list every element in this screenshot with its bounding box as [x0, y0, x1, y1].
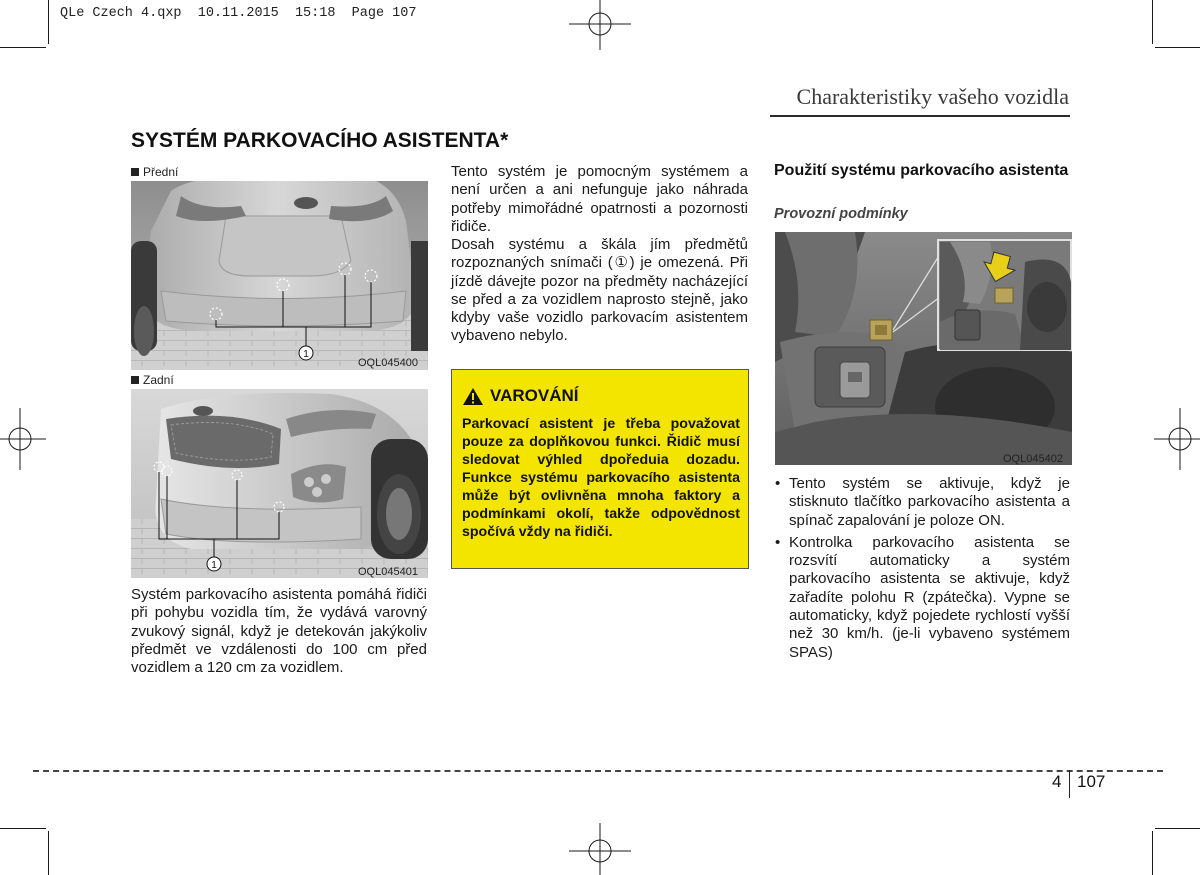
crop-mark: [0, 47, 46, 48]
warning-text: Parkovací asistent je třeba považovat pouze za doplňkovou funkci. Řidič musí sledovat výhled dpoředuia dozadu. Funkce systému parkovacího asistenta může být ovlivněna mnoha faktory a podmínkami okolí, takže odpovědnost spočívá vždy na řidiči.: [462, 416, 740, 540]
figure-label-rear: [131, 373, 174, 387]
conditions-list: [774, 475, 1070, 666]
footer-separator: [1069, 770, 1070, 798]
square-bullet-icon: [131, 168, 139, 176]
square-bullet-icon: [131, 376, 139, 384]
slug-file: QLe Czech 4.qxp: [60, 6, 182, 21]
warning-triangle-icon: [462, 387, 484, 406]
figure-label-rear-text: Zadní: [143, 373, 174, 387]
rear-callout-number: 1: [211, 560, 217, 571]
chapter-rule: [770, 115, 1070, 117]
figure-code-rear: OQL045401: [358, 566, 418, 578]
figure-rear-sensors: [131, 389, 428, 578]
front-callout-number: 1: [303, 349, 309, 360]
crop-mark: [48, 831, 49, 875]
slug-time: 15:18: [294, 6, 336, 21]
registration-mark-left: [0, 408, 46, 470]
footer-divider: [33, 770, 1163, 772]
list-item: • Tento systém se aktivuje, když je stisknuto tlačítko parkovacího asistenta a spínač zapalování je poloze ON.: [774, 475, 1070, 530]
crop-mark: [1152, 831, 1153, 875]
footer-chapter-number: 4: [1052, 772, 1062, 791]
figure-code-front: OQL045400: [358, 357, 418, 369]
registration-mark-right: [1154, 408, 1200, 470]
slug-page: Page 107: [351, 6, 417, 21]
section-title: SYSTÉM PARKOVACÍHO ASISTENTA*: [131, 129, 509, 152]
intro-paragraph: Systém parkovacího asistenta pomáhá řidiči při pohybu vozidla tím, že vydává varovný zvukový signál, když je detekován jakýkoliv předmět ve vzdálenosti do 100 cm před vozidlem a 120 cm za vozidlem.: [131, 586, 427, 677]
figure-console-button: [775, 232, 1072, 465]
crop-mark: [1155, 47, 1200, 48]
warning-title: VAROVÁNÍ: [490, 386, 579, 405]
registration-mark-bottom: [569, 823, 631, 875]
slug-date: 10.11.2015: [197, 6, 279, 21]
figure-label-front: [131, 165, 178, 179]
usage-heading: Použití systému parkovacího asistenta: [774, 162, 1069, 179]
list-item: • Kontrolka parkovacího asistenta se rozsvítí automaticky a systém parkovacího asistenta se aktivuje, když zařadíte polohu R (zpátečka). Vypne se automaticky, když pojedete rychlostí vyšší než 30 km/h. (je-li vybaveno systémem SPAS): [774, 534, 1070, 662]
chapter-title: Charakteristiky vašeho vozidla: [796, 84, 1069, 109]
figure-code-console: OQL045402: [1003, 453, 1063, 465]
crop-mark: [1152, 0, 1153, 44]
registration-mark-top: [569, 0, 631, 52]
middle-paragraph-1: Tento systém je pomocným systémem a není určen a ani nefunguje jako náhrada potřeby mimořádné opatrnosti a pozornosti řidiče.: [451, 163, 748, 235]
warning-header: [462, 386, 578, 406]
figure-label-front-text: Přední: [143, 165, 179, 179]
figure-front-sensors: [131, 181, 428, 370]
footer-page-number: 107: [1077, 772, 1106, 791]
crop-mark: [48, 0, 49, 44]
crop-mark: [0, 828, 46, 829]
middle-paragraph-2: Dosah systému a škála jím předmětů rozpoznaných snímači (①) je omezená. Při jízdě dávejte pozor na předměty nacházející se před a za vozidlem naprosto stejně, jako kdyby vaše vozidlo parkovacím asistentem vybaveno nebylo.: [451, 236, 748, 345]
crop-mark: [1155, 828, 1200, 829]
warning-box: [451, 369, 749, 569]
operating-conditions-heading: Provozní podmínky: [774, 206, 908, 222]
print-slug: [60, 6, 416, 21]
